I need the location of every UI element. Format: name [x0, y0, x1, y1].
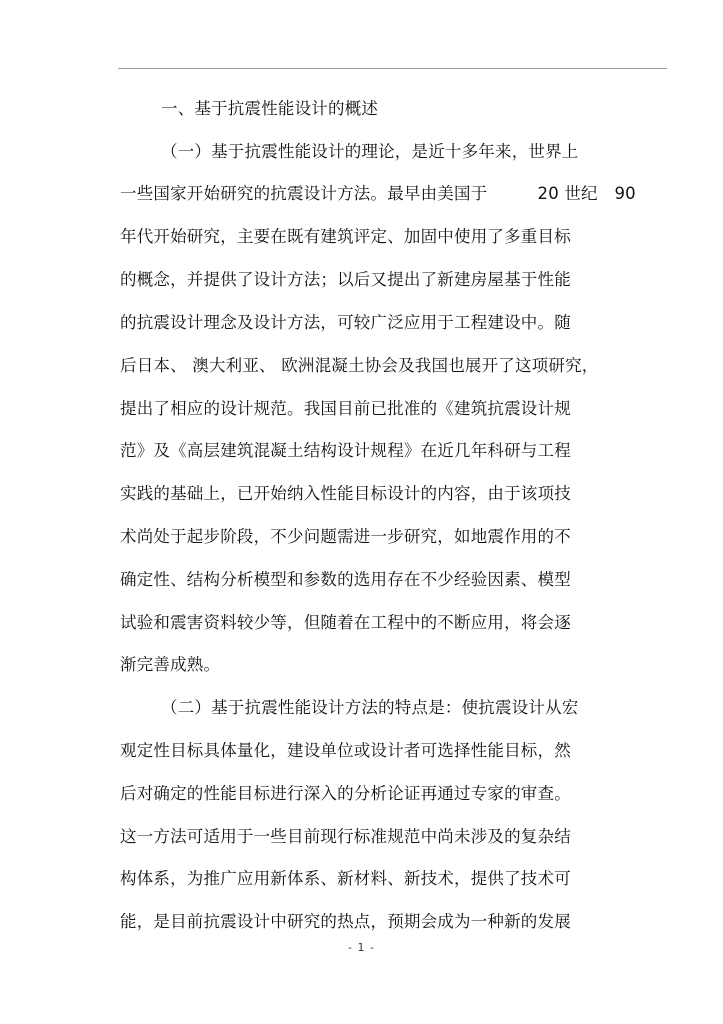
paragraph-line: 能，是目前抗震设计中研究的热点，预期会成为一种新的发展: [120, 912, 571, 931]
paragraph-line: 后日本、 澳大利亚、 欧洲混凝土协会及我国也展开了这项研究，: [120, 356, 599, 375]
section-heading: 一、基于抗震性能设计的概述: [161, 99, 379, 118]
header-rule: [118, 68, 667, 69]
paragraph-line: 年代开始研究，主要在既有建筑评定、加固中使用了多重目标: [120, 227, 571, 246]
paragraph-line: 提出了相应的设计规范。我国目前已批准的《建筑抗震设计规: [120, 399, 571, 418]
paragraph-line: 范》及《高层建筑混凝土结构设计规程》在近几年科研与工程: [120, 441, 571, 460]
page-number: - 1 -: [348, 941, 375, 954]
paragraph-line: 术尚处于起步阶段，不少问题需进一步研究，如地震作用的不: [120, 527, 571, 546]
paragraph-line: 这一方法可适用于一些目前现行标准规范中尚未涉及的复杂结: [120, 827, 571, 846]
paragraph-line: 构体系，为推广应用新体系、新材料、新技术，提供了技术可: [120, 869, 571, 888]
paragraph-line: （一）基于抗震性能设计的理论，是近十多年来，世界上: [161, 142, 579, 161]
paragraph-line: 一些国家开始研究的抗震设计方法。最早由美国于 20 世纪 90: [120, 184, 636, 203]
paragraph-line: 的抗震设计理念及设计方法，可较广泛应用于工程建设中。随: [120, 313, 571, 332]
paragraph-line: 试验和震害资料较少等，但随着在工程中的不断应用，将会逐: [120, 613, 571, 632]
paragraph-line: 的概念，并提供了设计方法；以后又提出了新建房屋基于性能: [120, 270, 571, 289]
paragraph-line: 确定性、结构分析模型和参数的选用存在不少经验因素、模型: [120, 570, 571, 589]
paragraph-line: 观定性目标具体量化，建设单位或设计者可选择性能目标，然: [120, 741, 571, 760]
paragraph-line: 渐完善成熟。: [120, 655, 221, 674]
paragraph-line: 实践的基础上，已开始纳入性能目标设计的内容，由于该项技: [120, 484, 571, 503]
paragraph-line: 后对确定的性能目标进行深入的分析论证再通过专家的审查。: [120, 784, 571, 803]
paragraph-line: （二）基于抗震性能设计方法的特点是：使抗震设计从宏: [161, 698, 579, 717]
